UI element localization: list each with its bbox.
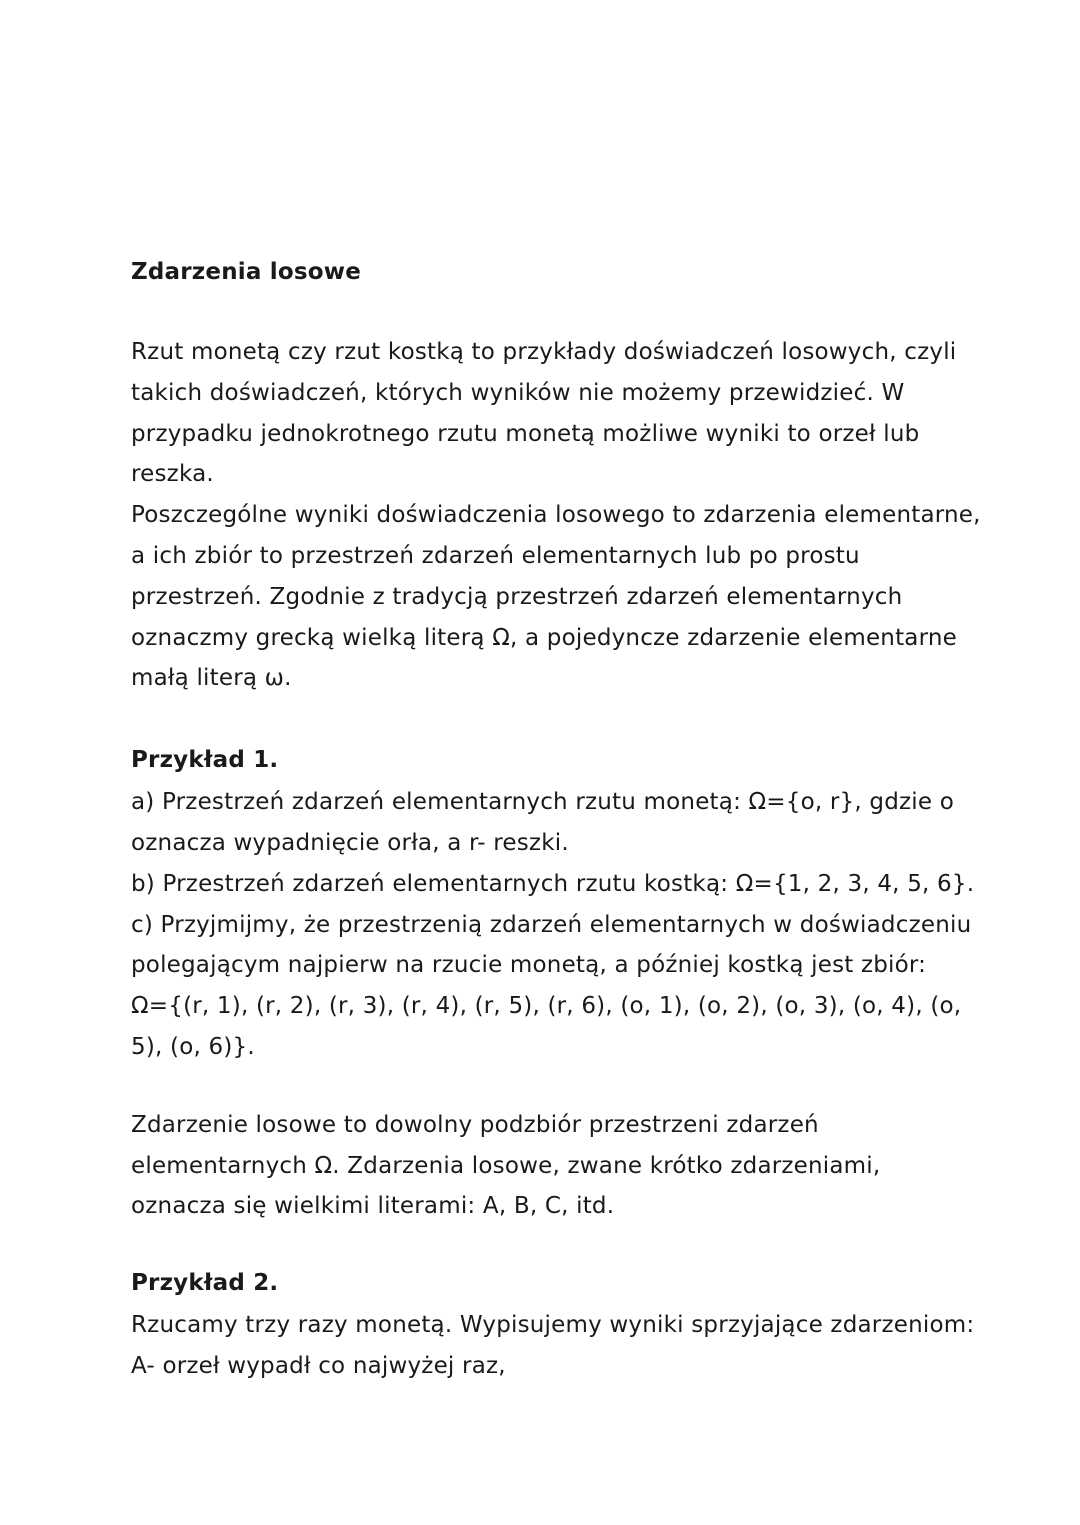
example-2-heading: Przykład 2.: [131, 1270, 279, 1297]
text-line: przypadku jednokrotnego rzutu monetą możliwe wyniki to orzeł lub: [131, 420, 920, 447]
text-line: Poszczególne wyniki doświadczenia losowego to zdarzenia elementarne,: [131, 502, 981, 529]
example-1: [131, 738, 991, 1068]
text-line: reszka.: [131, 461, 214, 488]
text-line: A- orzeł wypadł co najwyżej raz,: [131, 1352, 506, 1379]
text-line: elementarnych Ω. Zdarzenia losowe, zwane krótko zdarzeniami,: [131, 1152, 881, 1179]
text-line: b) Przestrzeń zdarzeń elementarnych rzutu kostką: Ω={1, 2, 3, 4, 5, 6}.: [131, 870, 975, 897]
document-page: [131, 250, 991, 1387]
example-2: [131, 1261, 991, 1387]
text-line: oznacza się wielkimi literami: A, B, C, itd.: [131, 1193, 615, 1220]
text-line: oznaczmy grecką wielką literą Ω, a pojedyncze zdarzenie elementarne: [131, 624, 957, 651]
text-line: małą literą ω.: [131, 665, 292, 692]
intro-paragraph: [131, 332, 991, 699]
text-line: oznacza wypadnięcie orła, a r- reszki.: [131, 829, 569, 856]
text-line: polegającym najpierw na rzucie monetą, a później kostką jest zbiór:: [131, 952, 927, 979]
text-line: Rzut monetą czy rzut kostką to przykłady doświadczeń losowych, czyli: [131, 339, 957, 365]
example-1-heading: Przykład 1.: [131, 747, 279, 774]
text-line: Ω={(r, 1), (r, 2), (r, 3), (r, 4), (r, 5), (r, 6), (o, 1), (o, 2), (o, 3), (o, 4), (o,: [131, 993, 962, 1020]
definition-paragraph: [131, 1105, 991, 1227]
text-line: c) Przyjmijmy, że przestrzenią zdarzeń elementarnych w doświadczeniu: [131, 911, 972, 938]
document-title: Zdarzenia losowe: [131, 259, 361, 285]
text-line: Zdarzenie losowe to dowolny podzbiór przestrzeni zdarzeń: [131, 1111, 819, 1138]
text-line: a) Przestrzeń zdarzeń elementarnych rzutu monetą: Ω={o, r}, gdzie o: [131, 789, 955, 816]
text-line: a ich zbiór to przestrzeń zdarzeń elementarnych lub po prostu: [131, 542, 860, 569]
text-line: takich doświadczeń, których wyników nie możemy przewidzieć. W: [131, 379, 905, 406]
text-line: przestrzeń. Zgodnie z tradycją przestrzeń zdarzeń elementarnych: [131, 583, 903, 610]
text-line: 5), (o, 6)}.: [131, 1033, 255, 1060]
text-line: Rzucamy trzy razy monetą. Wypisujemy wyniki sprzyjające zdarzeniom:: [131, 1312, 975, 1339]
